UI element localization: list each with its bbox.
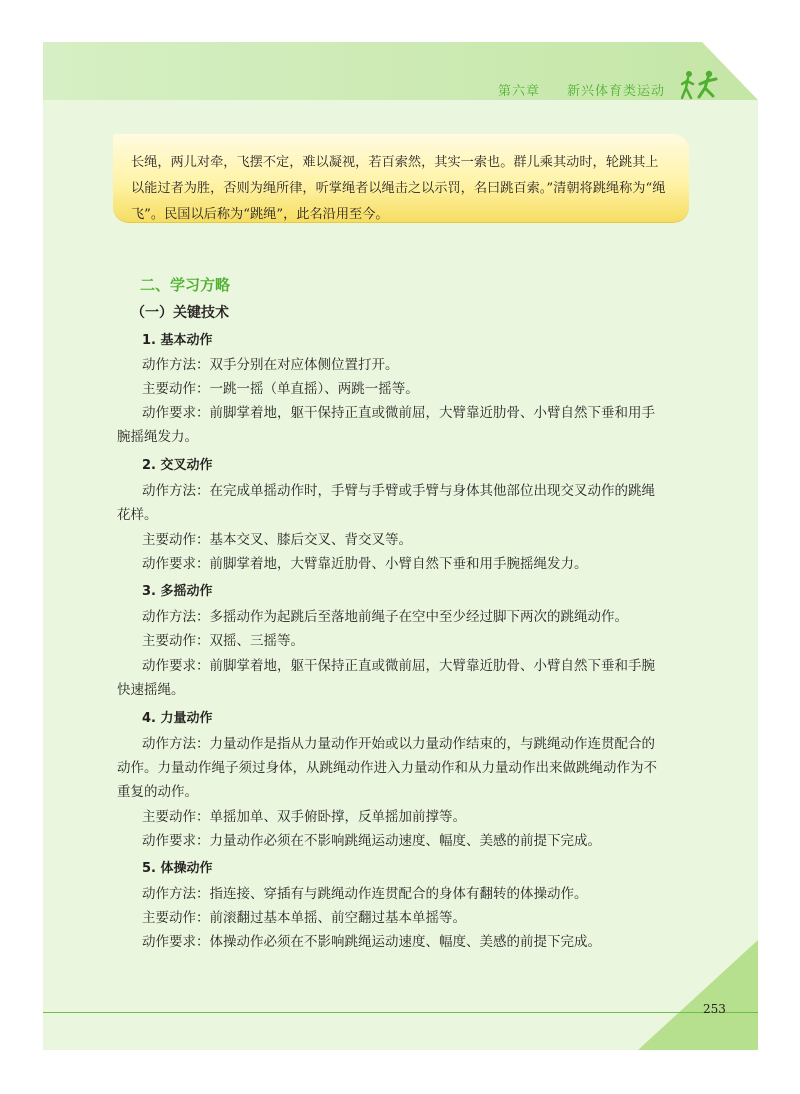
runners-icon (681, 70, 723, 102)
item-heading: 3. 多摇动作 (142, 584, 213, 599)
text-line: 动作。力量动作绳子须过身体，从跳绳动作进入力量动作和从力量动作出来做跳绳动作为不 (117, 760, 657, 776)
footer-line (43, 1012, 758, 1013)
text-line: 动作方法：力量动作是指从力量动作开始或以力量动作结束的，与跳绳动作连贯配合的 (142, 736, 655, 752)
section-subtitle: （一）关键技术 (131, 305, 229, 321)
page-number: 253 (703, 1002, 726, 1016)
item-heading: 2. 交叉动作 (142, 458, 213, 473)
chapter-title: 新兴体育类运动 (567, 84, 666, 99)
text-line: 动作方法：多摇动作为起跳后至落地前绳子在空中至少经过脚下两次的跳绳动作。 (142, 609, 628, 625)
section-title: 二、学习方略 (140, 276, 231, 294)
text-line: 动作要求：体操动作必须在不影响跳绳运动速度、幅度、美感的前提下完成。 (142, 934, 601, 950)
text-line: 动作要求：力量动作必须在不影响跳绳运动速度、幅度、美感的前提下完成。 (142, 833, 601, 849)
text-line: 动作方法：指连接、穿插有与跳绳动作连贯配合的身体有翻转的体操动作。 (142, 886, 588, 902)
quote-text: 长绳，两儿对牵，飞摆不定，难以凝视，若百索然，其实一索也。群儿乘其动时，轮跳其上以能过者为胜，否则为绳所律，听掌绳者以绳击之以示罚，名曰跳百索。”清朝将跳绳称为“绳飞”。民国以后称为“跳绳”，此名沿用至今。 (131, 155, 666, 222)
quote-box (113, 134, 689, 222)
text-line: 主要动作：前滚翻过基本单摇、前空翻过基本单摇等。 (142, 910, 466, 926)
item-heading: 1. 基本动作 (142, 333, 213, 348)
page (43, 42, 758, 1050)
text-line: 快速摇绳。 (117, 682, 185, 698)
text-line: 动作方法：在完成单摇动作时，手臂与手臂或手臂与身体其他部位出现交叉动作的跳绳 (142, 483, 655, 499)
text-line: 重复的动作。 (117, 784, 198, 800)
text-line: 动作要求：前脚掌着地，大臂靠近肋骨、小臂自然下垂和用手腕摇绳发力。 (142, 556, 588, 572)
item-heading: 5. 体操动作 (142, 861, 213, 876)
text-line: 主要动作：双摇、三摇等。 (142, 633, 304, 649)
text-line: 主要动作：基本交叉、膝后交叉、背交叉等。 (142, 532, 412, 548)
text-line: 动作方法：双手分别在对应体侧位置打开。 (142, 357, 399, 373)
corner-decoration (638, 940, 758, 1050)
text-line: 主要动作：单摇加单、双手俯卧撑，反单摇加前撑等。 (142, 809, 466, 825)
text-line: 腕摇绳发力。 (117, 429, 198, 445)
item-heading: 4. 力量动作 (142, 711, 213, 726)
chapter-label: 第六章 (498, 84, 541, 99)
text-line: 主要动作：一跳一摇（单直摇）、两跳一摇等。 (142, 381, 419, 397)
text-line: 动作要求：前脚掌着地，躯干保持正直或微前屈，大臂靠近肋骨、小臂自然下垂和用手 (142, 405, 655, 421)
text-line: 花样。 (117, 507, 158, 523)
text-line: 动作要求：前脚掌着地，躯干保持正直或微前屈，大臂靠近肋骨、小臂自然下垂和手腕 (142, 658, 655, 674)
